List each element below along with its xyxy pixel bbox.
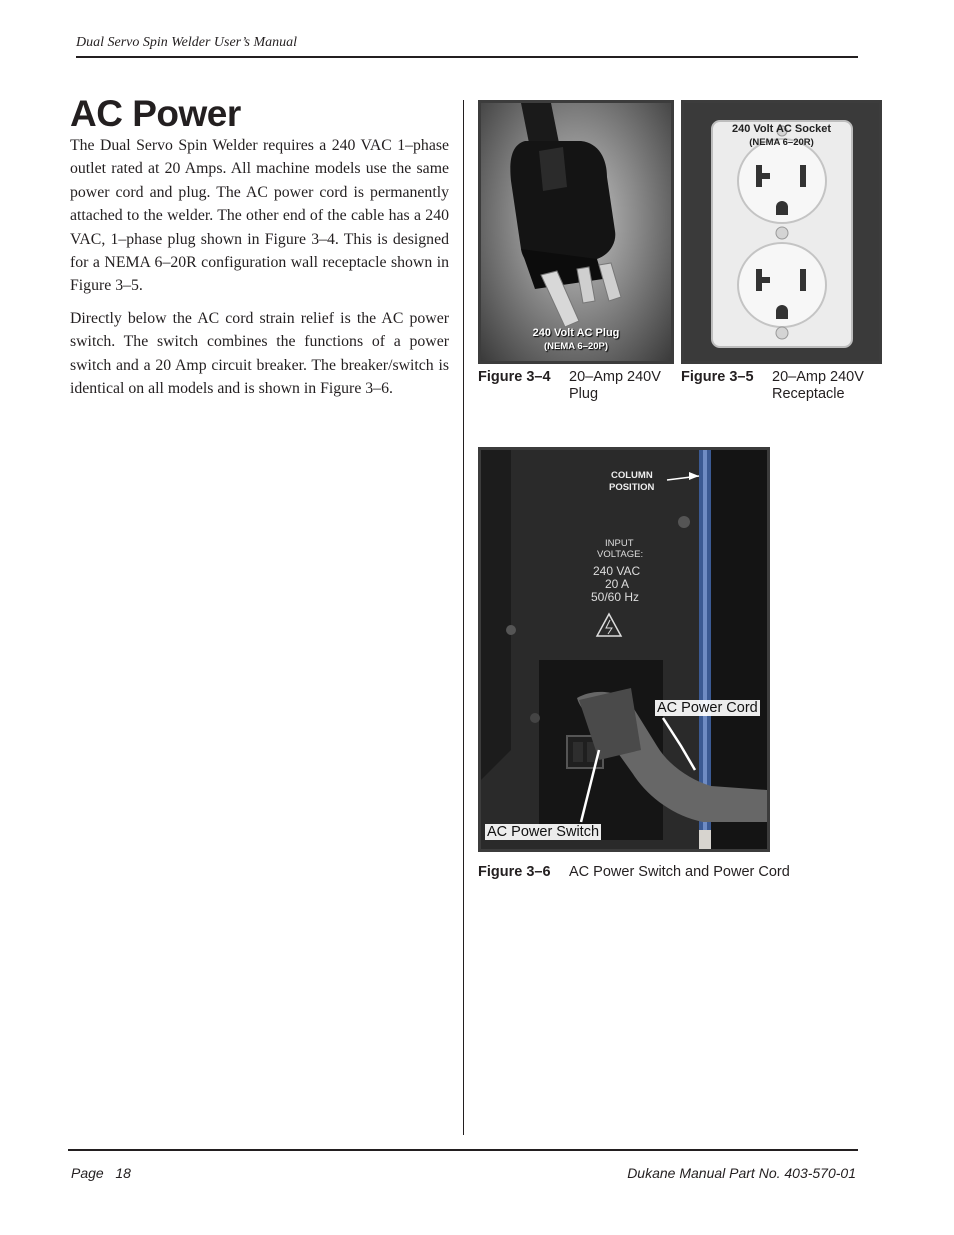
column-label: COLUMN [611,470,653,481]
plug-photo [478,100,674,364]
figure-caption-line-1: 20–Amp 240V [772,369,864,385]
manual-part-number: Dukane Manual Part No. 403-570-01 [627,1165,856,1181]
callout-ac-power-switch: AC Power Switch [487,824,600,840]
power-switch-photo [478,447,770,852]
current-rating: 20 A [605,577,630,591]
receptacle-photo [681,100,882,364]
footer-rule [68,1149,858,1151]
input-label: INPUT [605,538,634,549]
section-title: AC Power [70,93,241,134]
callout-ac-power-cord: AC Power Cord [657,700,758,716]
figure-number: Figure 3–4 [478,369,551,385]
receptacle-photo-label: 240 Volt AC Socket [731,123,832,135]
column-divider [463,100,464,1135]
figure-caption-line-1: AC Power Switch and Power Cord [569,864,790,880]
plug-photo-sublabel: (NEMA 6–20P) [543,341,609,352]
voltage-label: VOLTAGE: [597,549,644,560]
frequency-rating: 50/60 Hz [591,590,640,604]
running-header-title: Dual Servo Spin Welder User’s Manual [76,35,298,50]
welder-panel-illustration [481,450,767,849]
figure-caption-line-1: 20–Amp 240V [569,369,661,385]
voltage-rating: 240 VAC [593,564,641,578]
figure-number: Figure 3–6 [478,864,551,880]
header-rule [76,56,858,58]
figure-number: Figure 3–5 [681,369,754,385]
body-paragraph-1: The Dual Servo Spin Welder requires a 240 VAC 1–phase outlet rated at 20 Amps. All machine models use the same power cord and plug. The AC power cord is permanently attached to the welder. The other end of the cable has a 240 VAC, 1–phase plug shown in Figure 3–4. This is designed for a NEMA 6–20R configuration wall receptacle shown in Figure 3–5. [70,137,449,295]
plug-illustration [481,103,671,361]
position-label: POSITION [609,482,655,493]
figure-caption-line-2: Receptacle [772,386,845,402]
body-paragraph-2: Directly below the AC cord strain relief is the AC power switch. The switch combines the functions of a power switch and a 20 Amp circuit breaker. The breaker/switch is identical on all models and is shown in Figure 3–6. [70,310,449,398]
figure-caption-line-2: Plug [569,386,599,402]
receptacle-photo-sublabel: (NEMA 6–20R) [749,137,814,148]
page-number: Page 18 [71,1165,131,1181]
plug-photo-label: 240 Volt AC Plug [532,327,620,339]
